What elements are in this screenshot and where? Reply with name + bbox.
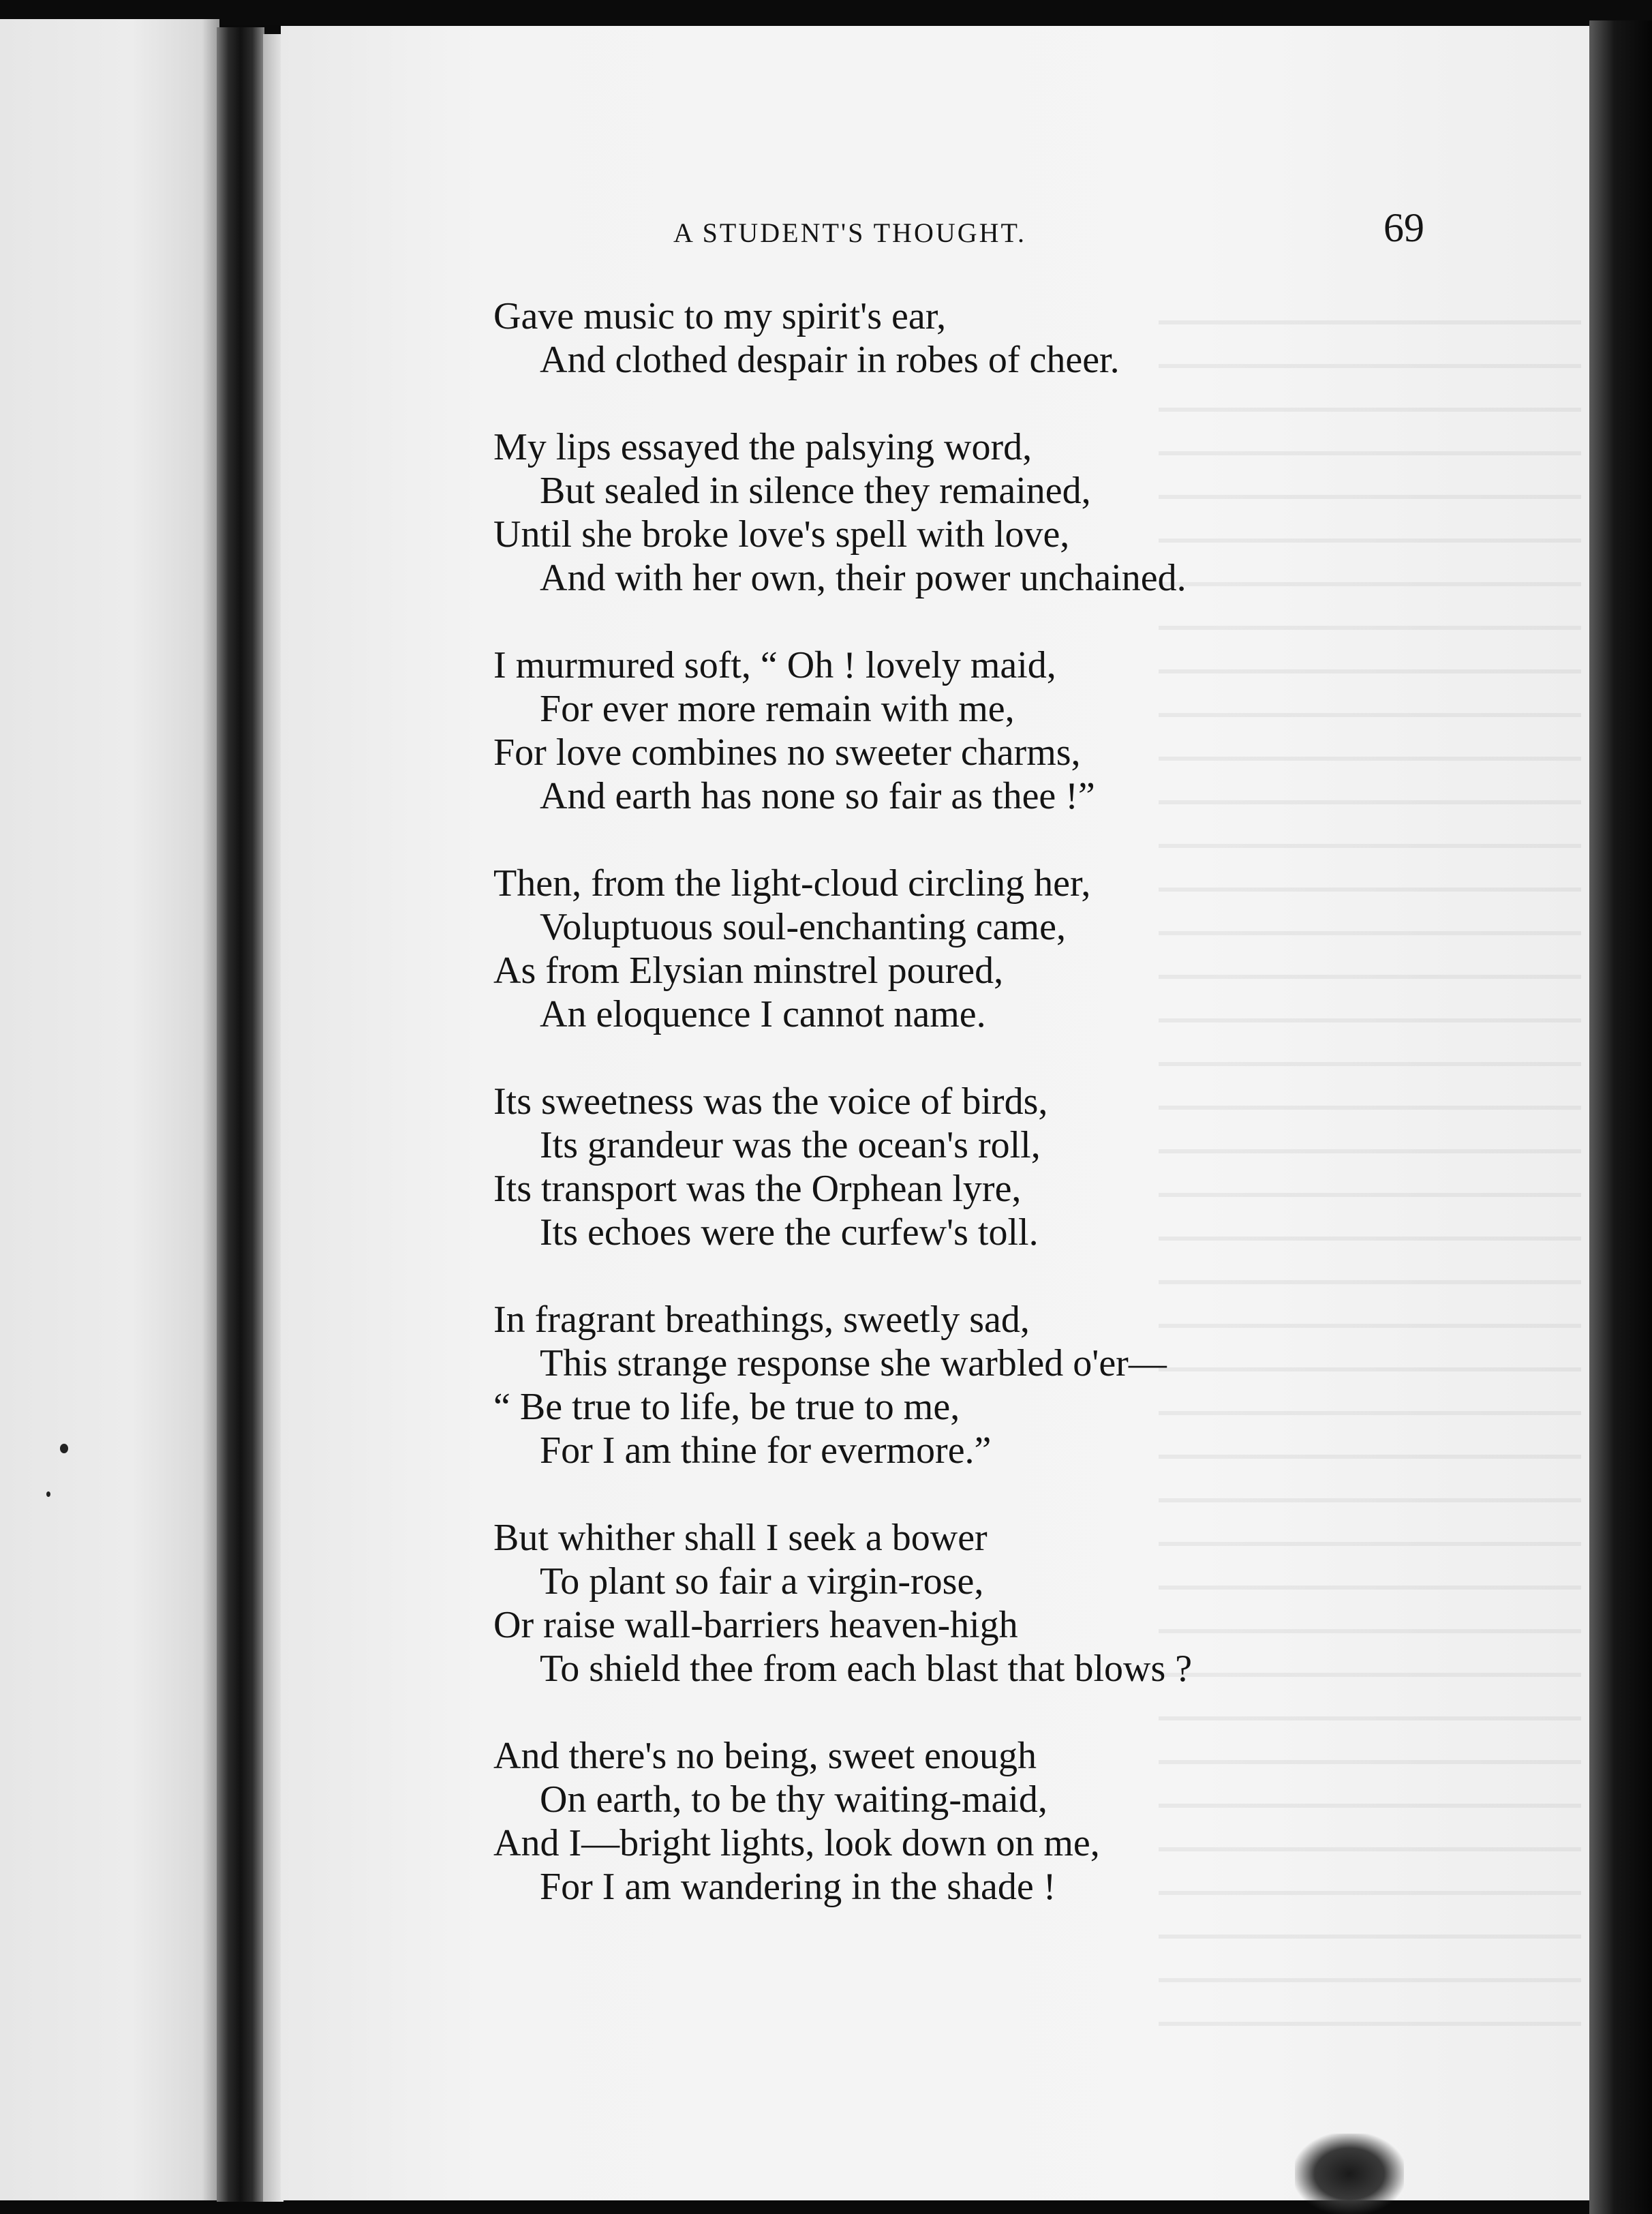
verse-line: But whither shall I seek a bower bbox=[493, 1517, 988, 1559]
verse-line: Voluptuous soul-enchanting came, bbox=[540, 906, 1066, 948]
verse-line: And I—bright lights, look down on me, bbox=[493, 1822, 1100, 1864]
verse-line: For I am wandering in the shade ! bbox=[540, 1866, 1056, 1908]
verse-line: “ Be true to life, be true to me, bbox=[493, 1386, 960, 1428]
verse-line: And earth has none so fair as thee !” bbox=[540, 775, 1095, 817]
verse-line: And there's no being, sweet enough bbox=[493, 1735, 1037, 1777]
verse-line: I murmured soft, “ Oh ! lovely maid, bbox=[493, 644, 1056, 686]
stanza bbox=[493, 1080, 1570, 1254]
page-number: 69 bbox=[1383, 205, 1424, 250]
scan-top-border bbox=[0, 0, 1652, 25]
stanza bbox=[493, 1734, 1570, 1909]
scan-damage-blot bbox=[1295, 2134, 1404, 2214]
verse-line: In fragrant breathings, sweetly sad, bbox=[493, 1299, 1030, 1341]
verse-line: For love combines no sweeter charms, bbox=[493, 731, 1081, 774]
verse-line: To plant so fair a virgin-rose, bbox=[540, 1560, 984, 1603]
ink-speck bbox=[46, 1491, 50, 1497]
stanza bbox=[493, 294, 1570, 382]
verse-line: Or raise wall-barriers heaven-high bbox=[493, 1604, 1018, 1646]
verse-line: On earth, to be thy waiting-maid, bbox=[540, 1778, 1047, 1821]
poem-body bbox=[493, 294, 1570, 1952]
stanza bbox=[493, 862, 1570, 1036]
verse-line: And with her own, their power unchained. bbox=[540, 557, 1187, 599]
stanza bbox=[493, 425, 1570, 600]
verse-line: And clothed despair in robes of cheer. bbox=[540, 339, 1120, 381]
verse-line: Its grandeur was the ocean's roll, bbox=[540, 1124, 1041, 1166]
verse-line: This strange response she warbled o'er— bbox=[540, 1342, 1167, 1384]
verse-line: For I am thine for evermore.” bbox=[540, 1429, 992, 1472]
verse-line: Gave music to my spirit's ear, bbox=[493, 295, 947, 337]
book-gutter bbox=[217, 27, 264, 2202]
ink-speck bbox=[60, 1444, 68, 1453]
scan-right-border bbox=[1589, 20, 1652, 2214]
verse-line: To shield thee from each blast that blows ? bbox=[540, 1648, 1193, 1690]
verse-line: For ever more remain with me, bbox=[540, 688, 1015, 730]
left-page-margin bbox=[0, 19, 219, 2200]
running-title: A STUDENT'S THOUGHT. bbox=[673, 217, 1026, 248]
verse-line: My lips essayed the palsying word, bbox=[493, 426, 1032, 468]
verse-line: But sealed in silence they remained, bbox=[540, 470, 1091, 512]
verse-line: Its echoes were the curfew's toll. bbox=[540, 1211, 1039, 1254]
verse-line: An eloquence I cannot name. bbox=[540, 993, 986, 1035]
stanza bbox=[493, 643, 1570, 818]
verse-line: Then, from the light-cloud circling her, bbox=[493, 862, 1091, 905]
verse-line: Its transport was the Orphean lyre, bbox=[493, 1168, 1022, 1210]
verse-line: Until she broke love's spell with love, bbox=[493, 513, 1070, 556]
verse-line: Its sweetness was the voice of birds, bbox=[493, 1080, 1048, 1123]
stanza bbox=[493, 1298, 1570, 1472]
verse-line: As from Elysian minstrel poured, bbox=[493, 950, 1004, 992]
stanza bbox=[493, 1516, 1570, 1690]
